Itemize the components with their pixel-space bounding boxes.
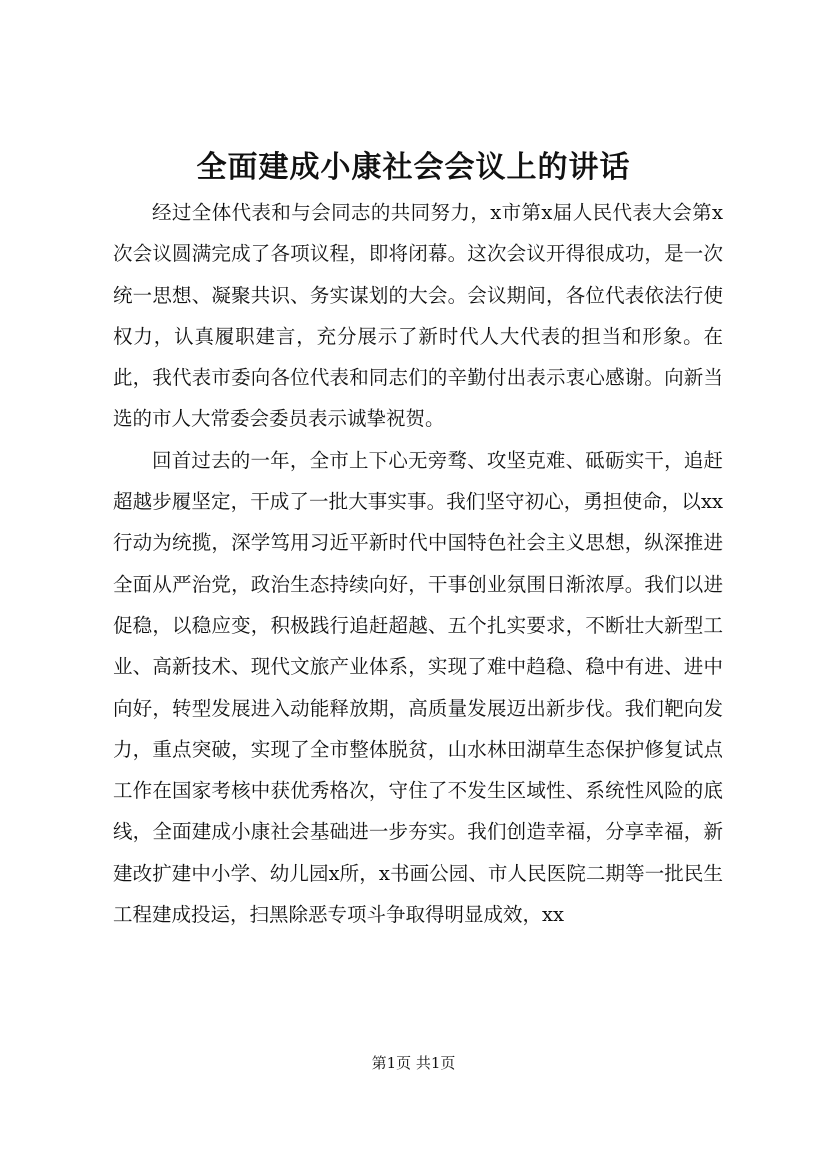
document-title: 全面建成小康社会会议上的讲话 bbox=[196, 150, 631, 185]
page-footer: 第1页 共1页 bbox=[371, 1054, 456, 1072]
paragraph-2: 回首过去的一年，全市上下心无旁骛、攻坚克难、砥砺实干，追赶超越步履坚定，干成了一批大事实事。我们坚守初心，勇担使命，以xx行动为统揽，深学笃用习近平新时代中国特色社会主义思想，纵深推进全面从严治党，政治生态持续向好，干事创业氛围日渐浓厚。我们以进促稳，以稳应变，积极践行追赶超越、五个扎实要求，不断壮大新型工业、高新技术、现代文旅产业体系，实现了难中趋稳、稳中有进、进中向好，转型发展进入动能释放期，高质量发展迈出新步伐。我们靶向发力，重点突破，实现了全市整体脱贫，山水林田湖草生态保护修复试点工作在国家考核中获优秀格次，守住了不发生区域性、系统性风险的底线，全面建成小康社会基础进一步夯实。我们创造幸福，分享幸福，新建改扩建中小学、幼儿园x所，x书画公园、市人民医院二期等一批民生工程建成投运，扫黑除恶专项斗争取得明显成效，xx bbox=[113, 448, 723, 927]
document-body bbox=[113, 192, 723, 935]
paragraph-1: 经过全体代表和与会同志的共同努力，x市第x届人民代表大会第x次会议圆满完成了各项议程，即将闭幕。这次会议开得很成功，是一次统一思想、凝聚共识、务实谋划的大会。会议期间，各位代表依法行使权力，认真履职建言，充分展示了新时代人大代表的担当和形象。在此，我代表市委向各位代表和同志们的辛勤付出表示衷心感谢。向新当选的市人大常委会委员表示诚挚祝贺。 bbox=[113, 201, 723, 431]
